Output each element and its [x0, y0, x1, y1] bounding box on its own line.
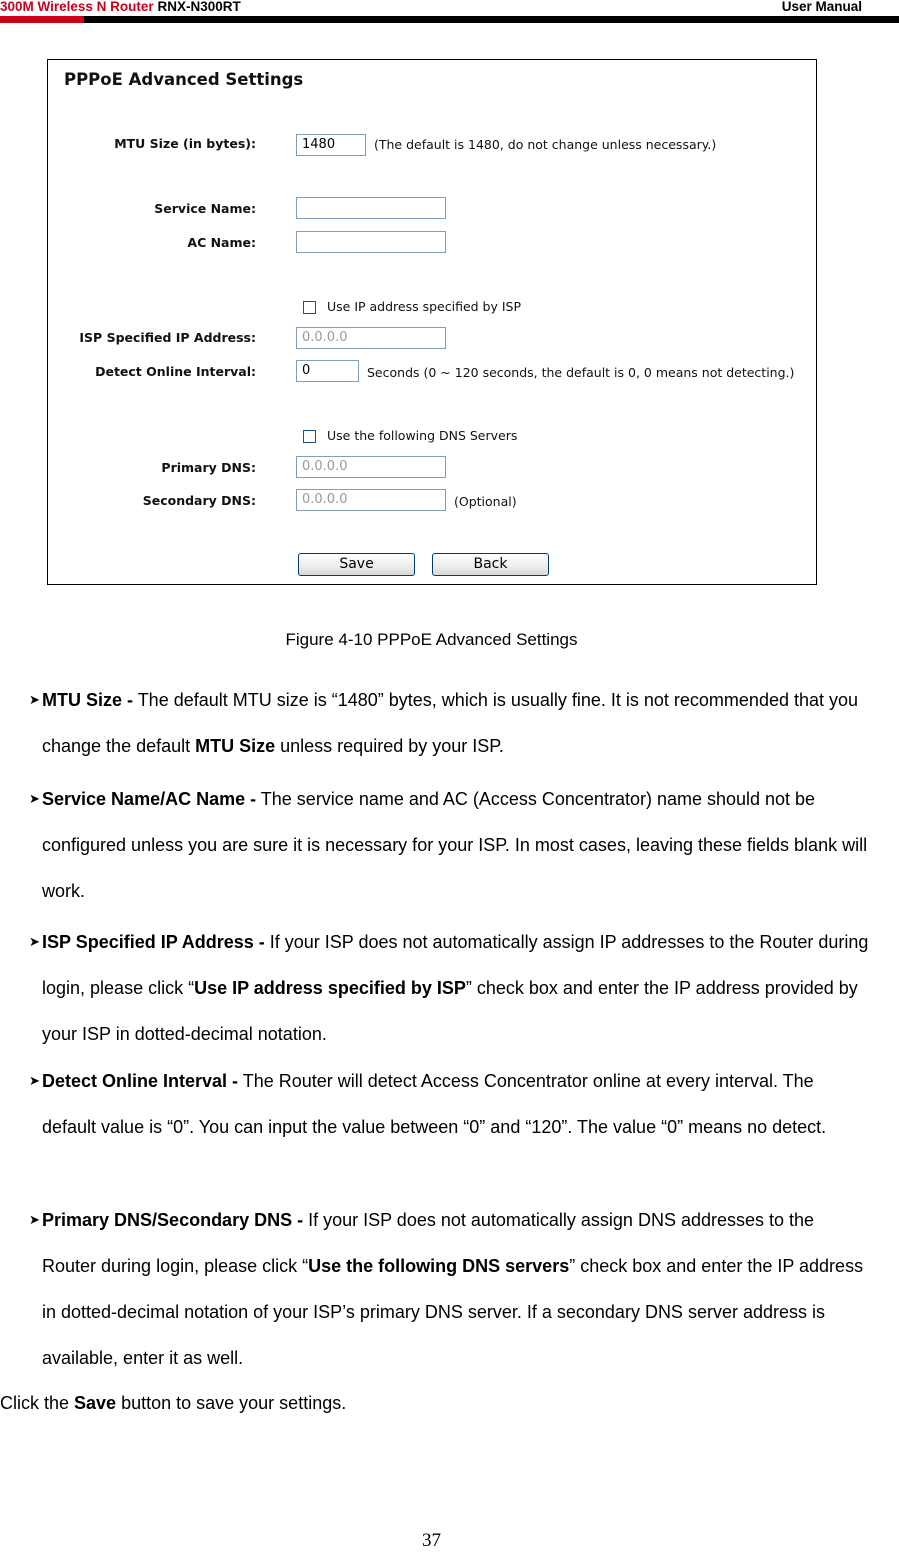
primary-dns-label: Primary DNS: — [161, 460, 256, 475]
detect-interval-label: Detect Online Interval: — [95, 364, 256, 379]
text: The default MTU size is “1480” bytes, which is usually fine. It is not recommended that you change the default — [42, 690, 859, 756]
bullet-arrow-icon: ➤ — [29, 1212, 40, 1227]
header-doc-title: User Manual — [781, 0, 862, 14]
text: If your ISP does not automatically assign IP addresses to the Router during login, please click “ — [42, 932, 869, 998]
bold-text: MTU Size — [195, 736, 276, 756]
service-name-input[interactable] — [296, 197, 446, 219]
header-model: RNX-N300RT — [157, 0, 241, 14]
ac-name-label: AC Name: — [187, 235, 256, 250]
back-button[interactable]: Back — [432, 553, 549, 576]
text: unless required by your ISP. — [275, 736, 504, 756]
mtu-label: MTU Size (in bytes): — [114, 136, 256, 151]
bold-text: Use the following DNS servers — [308, 1256, 570, 1276]
page-header — [0, 0, 899, 24]
term-isp-ip: ISP Specified IP Address - — [42, 932, 265, 952]
header-rule-accent — [0, 16, 84, 23]
use-dns-label: Use the following DNS Servers — [327, 428, 518, 443]
header-product — [0, 0, 241, 14]
use-isp-ip-checkbox[interactable] — [303, 301, 316, 314]
text: The Router will detect Access Concentrator online at every interval. The default value is “0”. You can input the value between “0” and “120”. The value “0” means no detect. — [42, 1071, 827, 1137]
use-dns-checkbox[interactable] — [303, 430, 316, 443]
bullet-detect-interval — [42, 1058, 872, 1150]
save-button[interactable]: Save — [298, 553, 415, 576]
text: ” check box and enter the IP address provided by your ISP in dotted-decimal notation. — [42, 978, 858, 1044]
service-name-label: Service Name: — [154, 201, 256, 216]
detect-interval-note: Seconds (0 ~ 120 seconds, the default is 0, 0 means not detecting.) — [367, 365, 795, 380]
term-detect-interval: Detect Online Interval - — [42, 1071, 239, 1091]
bullet-arrow-icon: ➤ — [29, 934, 40, 949]
bullet-isp-ip — [42, 919, 872, 1057]
page-number: 37 — [422, 1530, 441, 1551]
bold-text: Use IP address specified by ISP — [194, 978, 466, 998]
term-mtu-size: MTU Size - — [42, 690, 134, 710]
detect-interval-input[interactable]: 0 — [296, 360, 359, 382]
text: button to save your settings. — [116, 1393, 347, 1413]
mtu-note: (The default is 1480, do not change unless necessary.) — [374, 137, 717, 152]
text: ” check box and enter the IP address in dotted-decimal notation of your ISP’s primary DNS server. If a secondary DNS server address is available, enter it as well. — [42, 1256, 864, 1368]
bullet-service-name — [42, 776, 872, 914]
mtu-input[interactable]: 1480 — [296, 134, 366, 156]
isp-ip-label: ISP Specified IP Address: — [79, 330, 256, 345]
bullet-dns — [42, 1197, 872, 1381]
bullet-arrow-icon: ➤ — [29, 1073, 40, 1088]
text: If your ISP does not automatically assign DNS addresses to the Router during login, please click “ — [42, 1210, 815, 1276]
form-title: PPPoE Advanced Settings — [64, 70, 304, 89]
header-rule — [0, 16, 899, 23]
text: The service name and AC (Access Concentrator) name should not be configured unless you are sure it is necessary for your ISP. In most cases, leaving these fields blank will work. — [42, 789, 868, 901]
term-service-name: Service Name/AC Name - — [42, 789, 257, 809]
figure-caption: Figure 4-10 PPPoE Advanced Settings — [285, 630, 578, 649]
use-isp-ip-label: Use IP address specified by ISP — [327, 299, 522, 314]
ac-name-input[interactable] — [296, 231, 446, 253]
bullet-mtu-size — [42, 677, 872, 769]
isp-ip-input[interactable]: 0.0.0.0 — [296, 327, 446, 349]
secondary-dns-note: (Optional) — [454, 494, 517, 509]
text: Click the — [0, 1393, 75, 1413]
pppoe-advanced-settings-figure — [47, 59, 817, 585]
primary-dns-input[interactable]: 0.0.0.0 — [296, 456, 446, 478]
bullet-arrow-icon: ➤ — [29, 791, 40, 806]
bold-text: Save — [74, 1393, 117, 1413]
secondary-dns-input[interactable]: 0.0.0.0 — [296, 489, 446, 511]
secondary-dns-label: Secondary DNS: — [142, 493, 256, 508]
header-product-name: 300M Wireless N Router — [0, 0, 154, 14]
term-dns: Primary DNS/Secondary DNS - — [42, 1210, 304, 1230]
bullet-arrow-icon: ➤ — [29, 692, 40, 707]
closing-instruction — [0, 1380, 346, 1426]
